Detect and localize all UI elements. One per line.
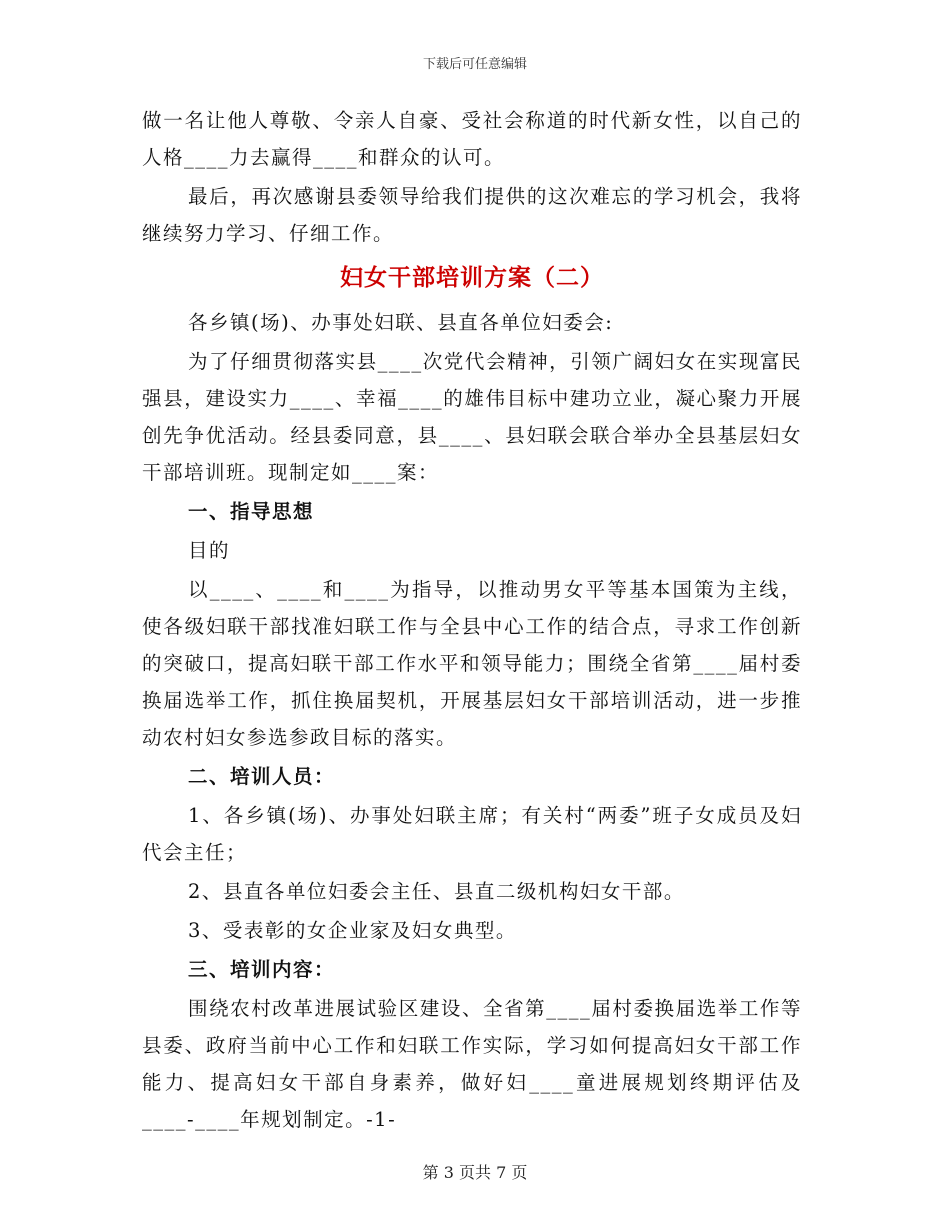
section-heading: 二、培训人员： [188, 765, 336, 788]
page-header: 下载后可任意编辑 [422, 57, 527, 72]
paragraph: 各乡镇(场)、办事处妇联、县直各单位妇委会: [188, 311, 614, 334]
page-footer: 第 3 页共 7 页 [422, 1163, 528, 1182]
document-body [142, 102, 802, 1140]
paragraph: 做一名让他人尊敬、令亲人自豪、受社会称道的时代新女性，以自己的人格____力去赢得____和群众的认可。 [142, 109, 802, 169]
section-heading: 一、指导思想 [188, 500, 315, 523]
list-item: 2、县直各单位妇委会主任、县直二级机构妇女干部。 [188, 880, 685, 903]
paragraph: 目的 [188, 539, 231, 562]
paragraph: 以____、____和____为指导，以推动男女平等基本国策为主线，使各级妇联干部找准妇联工作与全县中心工作的结合点，寻求工作创新的突破口，提高妇联干部工作水平和领导能力；围绕全省第____届村委换届选举工作，抓住换届契机，开展基层妇女干部培训活动，进一步推动农村妇女参选参政目标的落实。 [142, 578, 802, 749]
paragraph: 为了仔细贯彻落实县____次党代会精神，引领广阔妇女在实现富民强县，建设实力____、幸福____的雄伟目标中建功立业，凝心聚力开展创先争优活动。经县委同意，县____、县妇联会联合举办全县基层妇女干部培训班。现制定如____案： [142, 350, 802, 484]
section-heading: 三、培训内容： [188, 958, 336, 981]
document-title: 妇女干部培训方案（二） [340, 264, 604, 291]
list-item: 3、受表彰的女企业家及妇女典型。 [188, 919, 517, 942]
paragraph: 围绕农村改革进展试验区建设、全省第____届村委换届选举工作等县委、政府当前中心工作和妇联工作实际，学习如何提高妇女干部工作能力、提高妇女干部自身素养，做好妇____童进展规划终期评估及____-____年规划制定。-1- [142, 997, 802, 1131]
paragraph: 最后，再次感谢县委领导给我们提供的这次难忘的学习机会，我将继续努力学习、仔细工作。 [142, 185, 802, 245]
list-item: 1、各乡镇(场)、办事处妇联主席；有关村“两委”班子女成员及妇代会主任； [142, 804, 802, 864]
